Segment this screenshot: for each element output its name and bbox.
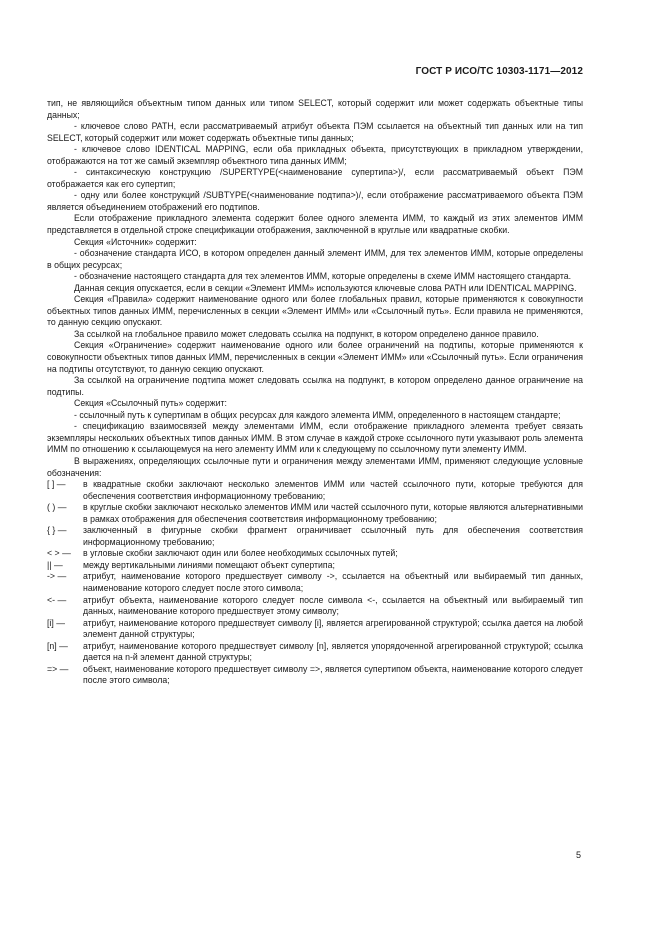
notation-text: между вертикальными линиями помещают объект супертипа; bbox=[83, 559, 335, 570]
paragraph: - ключевое слово PATH, если рассматриваемый атрибут объекта ПЭМ ссылается на объектный тип данных или на тип SELECT, который содержит или может содержать объектные типы данных; bbox=[47, 121, 583, 143]
paragraph: - спецификацию взаимосвязей между элементами ИММ, если отображение прикладного элемента требует связать экземпляры нескольких объектных типов данных ИММ. В этом случае в каждой строке ссылочного пути указывают роль элемента ИММ по отношению к ссылающемуся на него элементу ИММ или к следующему по ссылочному пути элементу ИММ. bbox=[47, 421, 583, 455]
notation-symbol: [n] — bbox=[47, 640, 68, 651]
paragraph: - ключевое слово IDENTICAL MAPPING, если оба прикладных объекта, присутствующих в прикладном утверждении, отображаются на тот же самый экземпляр объектного типа данных ИММ; bbox=[47, 144, 583, 166]
notation-symbol: -> — bbox=[47, 571, 67, 582]
paragraph: - синтаксическую конструкцию /SUPERTYPE(<наименование супертипа>)/, если рассматриваемый объект ПЭМ отображается как его супертип; bbox=[47, 167, 583, 189]
notation-text: в квадратные скобки заключают несколько элементов ИММ или частей ссылочного пути, которые требуются для обеспечения соответствия информационному требованию; bbox=[83, 479, 583, 501]
notation-symbol: [i] — bbox=[47, 617, 65, 628]
paragraph: Данная секция опускается, если в секции «Элемент ИММ» используются ключевые слова PATH или IDENTICAL MAPPING. bbox=[74, 282, 577, 293]
notation-item bbox=[47, 571, 583, 594]
paragraph: Секция «Ссылочный путь» содержит: bbox=[74, 398, 227, 409]
paragraph: Секция «Источник» содержит: bbox=[74, 236, 197, 247]
notation-item bbox=[47, 664, 583, 687]
notation-text: атрибут, наименование которого предшествует символу [i], является агрегированной структурой; ссылка дается на любой элемент данной структуры; bbox=[83, 617, 583, 640]
notation-symbol: ( ) — bbox=[47, 502, 67, 513]
notation-text: атрибут объекта, наименование которого следует после символа <-, ссылается на объектный или выбираемый тип данных, наименование которого предшествует этому символу; bbox=[83, 594, 583, 617]
notation-list bbox=[47, 479, 583, 687]
notation-item bbox=[47, 479, 583, 502]
paragraph: - обозначение стандарта ИСО, в котором определен данный элемент ИММ, для тех элементов ИММ, которые определены в общих ресурсах; bbox=[47, 248, 583, 270]
paragraph: Секция «Правила» содержит наименование одного или более глобальных правил, которые применяются к совокупности объектных типов данных ИММ, перечисленных в секции «Элемент ИММ» или «Ссылочный путь». Если правила не применяются, то данную секцию опускают. bbox=[47, 294, 583, 328]
notation-text: в круглые скобки заключают несколько элементов ИММ или частей ссылочного пути, которые являются альтернативными в рамках отображения для обеспечения соответствия информационному требованию; bbox=[83, 502, 583, 524]
notation-symbol: <- — bbox=[47, 594, 67, 605]
paragraph: За ссылкой на глобальное правило может следовать ссылка на подпункт, в котором определено данное правило. bbox=[74, 328, 539, 339]
notation-symbol: { } — bbox=[47, 525, 67, 536]
notation-item bbox=[47, 618, 583, 641]
paragraph: В выражениях, определяющих ссылочные пути и ограничения между элементами ИММ, применяют следующие условные обозначения: bbox=[47, 455, 583, 478]
paragraph: За ссылкой на ограничение подтипа может следовать ссылка на подпункт, в котором определено данное ограничение на подтипы. bbox=[47, 375, 583, 397]
notation-symbol: => — bbox=[47, 663, 69, 674]
notation-item bbox=[47, 641, 583, 664]
notation-symbol: < > — bbox=[47, 548, 71, 559]
paragraph: - одну или более конструкций /SUBTYPE(<наименование подтипа>)/, если отображение рассматриваемого объекта ПЭМ является объединением отображений его подтипов. bbox=[47, 190, 583, 212]
notation-symbol: || — bbox=[47, 559, 63, 570]
notation-item bbox=[47, 548, 583, 560]
notation-item bbox=[47, 502, 583, 525]
paragraph: Секция «Ограничение» содержит наименование одного или более ограничений на подтипы, которые применяются к совокупности объектных типов данных ИММ, перечисленных в секции «Элемент ИММ» или «Ссылочный путь». Если ограничения на подтипы отсутствуют, то данную секцию опускают. bbox=[47, 340, 583, 374]
notation-symbol: [ ] — bbox=[47, 479, 66, 490]
notation-text: атрибут, наименование которого предшествует символу [n], является упорядоченной агрегированной структурой; ссылка дается на n-й элемент данной структуры; bbox=[83, 640, 583, 663]
notation-text: в угловые скобки заключают один или более необходимых ссылочных путей; bbox=[83, 548, 398, 559]
notation-text: объект, наименование которого предшествует символу =>, является супертипом объекта, наименование которого следует после этого символа; bbox=[83, 663, 583, 686]
document-header: ГОСТ Р ИСО/ТС 10303-1171—2012 bbox=[415, 66, 583, 77]
page-number: 5 bbox=[575, 850, 581, 860]
paragraph: Если отображение прикладного элемента содержит более одного элемента ИММ, то каждый из этих элементов ИММ представляется в отдельной строке спецификации отображения, заключенной в круглые или квадратные скобки. bbox=[47, 213, 583, 236]
paragraph: - обозначение настоящего стандарта для тех элементов ИММ, которые определены в схеме ИММ настоящего стандарта. bbox=[74, 271, 572, 282]
document-body bbox=[47, 98, 583, 687]
notation-item bbox=[47, 560, 583, 572]
paragraph: - ссылочный путь к супертипам в общих ресурсах для каждого элемента ИММ, определенного в настоящем стандарте; bbox=[74, 409, 561, 420]
notation-item bbox=[47, 595, 583, 618]
paragraph: тип, не являющийся объектным типом данных или типом SELECT, который содержит или может содержать объектные типы данных; bbox=[47, 98, 583, 120]
notation-item bbox=[47, 525, 583, 548]
notation-text: атрибут, наименование которого предшествует символу ->, ссылается на объектный или выбираемый тип данных, наименование которого следует после этого символа; bbox=[83, 571, 583, 593]
notation-text: заключенный в фигурные скобки фрагмент ограничивает ссылочный путь для обеспечения соответствия информационному требованию; bbox=[83, 525, 583, 547]
